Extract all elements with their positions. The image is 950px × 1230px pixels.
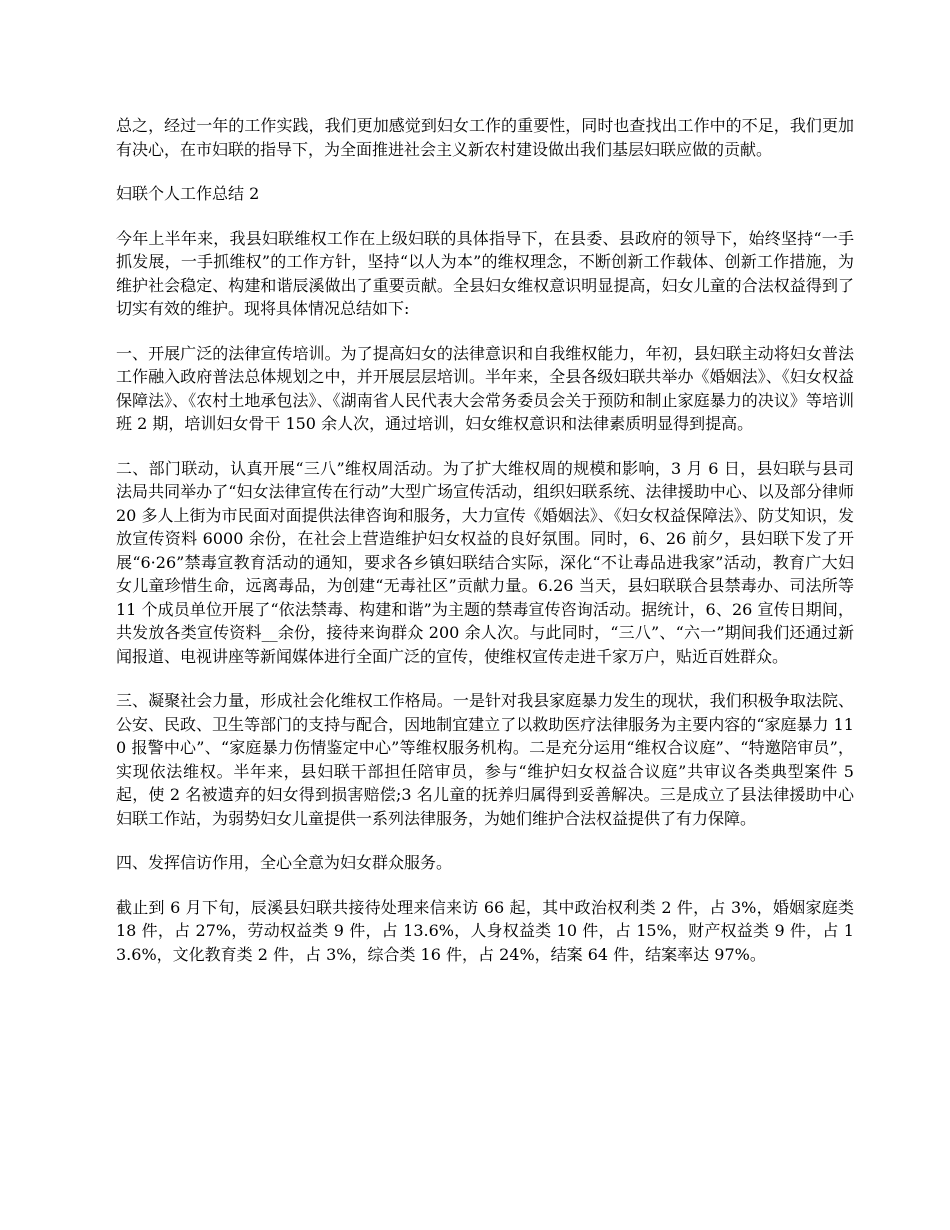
paragraph-statistics: 截止到 6 月下旬，辰溪县妇联共接待处理来信来访 66 起，其中政治权利类 2 件，占 3%，婚姻家庭类 18 件，占 27%，劳动权益类 9 件，占 13.6%，人身权益类 10 件，占 15%，财产权益类 9 件，占 13.6%，文化教育类 2 件，占 3%，综合类 16 件，占 24%，结案 64 件，结案率达 97%。 <box>116 897 854 964</box>
paragraph-conclusion: 总之，经过一年的工作实践，我们更加感觉到妇女工作的重要性，同时也查找出工作中的不足，我们更加有决心，在市妇联的指导下，为全面推进社会主义新农村建设做出我们基层妇联应做的贡献。 <box>116 116 854 159</box>
paragraph-intro: 今年上半年来，我县妇联维权工作在上级妇联的具体指导下，在县委、县政府的领导下，始终坚持“一手抓发展，一手抓维权”的工作方针，坚持“以人为本”的维权理念，不断创新工作载体、创新工作措施，为维护社会稳定、构建和谐辰溪做出了重要贡献。全县妇女维权意识明显提高，妇女儿童的合法权益得到了切实有效的维护。现将具体情况总结如下: <box>116 228 854 318</box>
paragraph-section-4-heading: 四、发挥信访作用，全心全意为妇女群众服务。 <box>116 853 453 872</box>
paragraph-section-1: 一、开展广泛的法律宣传培训。为了提高妇女的法律意识和自我维权能力，年初，县妇联主动将妇女普法工作融入政府普法总体规划之中，并开展层层培训。半年来，全县各级妇联共举办《婚姻法》、《妇女权益保障法》、《农村土地承包法》、《湖南省人民代表大会常务委员会关于预防和制止家庭暴力的决议》等培训班 2 期，培训妇女骨干 150 余人次，通过培训，妇女维权意识和法律素质明显得到提高。 <box>116 343 854 433</box>
paragraph-section-2: 二、部门联动，认真开展“三八”维权周活动。为了扩大维权周的规模和影响，3 月 6 日，县妇联与县司法局共同举办了“妇女法律宣传在行动”大型广场宣传活动，组织妇联系统、法律援助中心、以及部分律师 20 多人上街为市民面对面提供法律咨询和服务，大力宣传《婚姻法》、《妇女权益保障法》、防艾知识，发放宣传资料 6000 余份，在社会上营造维护妇女权益的良好氛围。同时，6、26 前夕，县妇联下发了开展“6·26”禁毒宣教育活动的通知，要求各乡镇妇联结合实际，深化“不让毒品进我家”活动，教育广大妇女儿童珍惜生命，远离毒品，为创建“无毒社区”贡献力量。6.26 当天，县妇联联合县禁毒办、司法所等 11 个成员单位开展了“依法禁毒、构建和谐”为主题的禁毒宣传咨询活动。据统计，6、26 宣传日期间，共发放各类宣传资料__余份，接待来询群众 200 余人次。与此同时，“三八”、“六一”期间我们还通过新闻报道、电视讲座等新闻媒体进行全面广泛的宣传，使维权宣传走进千家万户，贴近百姓群众。 <box>116 458 854 666</box>
section-title: 妇联个人工作总结 2 <box>116 184 260 203</box>
document-body <box>116 114 854 987</box>
paragraph-section-3: 三、凝聚社会力量，形成社会化维权工作格局。一是针对我县家庭暴力发生的现状，我们积极争取法院、公安、民政、卫生等部门的支持与配合，因地制宜建立了以救助医疗法律服务为主要内容的“家庭暴力 110 报警中心”、“家庭暴力伤情鉴定中心”等维权服务机构。二是充分运用“维权合议庭”、“特邀陪审员”，实现依法维权。半年来，县妇联干部担任陪审员，参与“维护妇女权益合议庭”共审议各类典型案件 5 起，使 2 名被遗弃的妇女得到损害赔偿;3 名儿童的抚养归属得到妥善解决。三是成立了县法律援助中心妇联工作站，为弱势妇女儿童提供一系列法律服务，为她们维护合法权益提供了有力保障。 <box>116 691 854 828</box>
